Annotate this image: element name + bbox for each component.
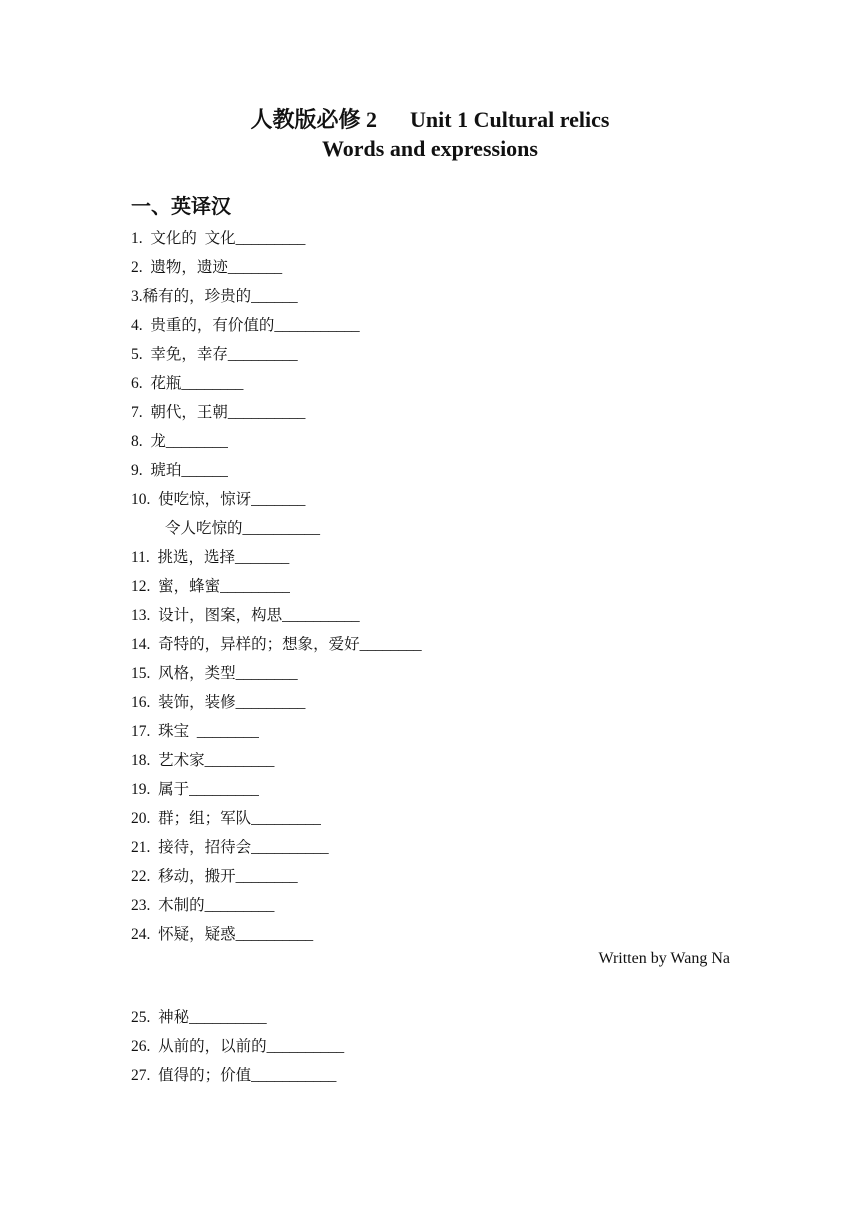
list-item: 22. 移动，搬开________ [131,868,298,885]
list-item: 12. 蜜，蜂蜜_________ [131,578,290,595]
list-item: 7. 朝代，王朝__________ [131,404,306,421]
list-item: 9. 琥珀______ [131,462,228,479]
list-item: 11. 挑选，选择_______ [131,549,290,566]
list-item: 19. 属于_________ [131,781,259,798]
page-title: 人教版必修 2 Unit 1 Cultural relics [250,107,610,132]
list-item: 25. 神秘__________ [131,1009,267,1026]
list-item: 5. 幸免，幸存_________ [131,346,298,363]
list-item: 23. 木制的_________ [131,897,275,914]
list-item: 1. 文化的 文化_________ [131,230,306,247]
list-item: 16. 装饰，装修_________ [131,694,306,711]
page-subtitle: Words and expressions [322,136,538,161]
list-item: 27. 值得的；价值___________ [131,1067,337,1084]
vocabulary-list-continued [131,1003,751,1090]
list-item: 4. 贵重的，有价值的___________ [131,317,360,334]
list-item: 14. 奇特的，异样的；想象，爱好________ [131,636,422,653]
list-item: 21. 接待，招待会__________ [131,839,329,856]
vocabulary-list [131,224,751,949]
list-item: 8. 龙________ [131,433,228,450]
list-item: 13. 设计，图案，构思__________ [131,607,360,624]
list-item: 6. 花瓶________ [131,375,244,392]
list-item: 24. 怀疑，疑惑__________ [131,926,314,943]
list-item: 20. 群；组；军队_________ [131,810,321,827]
author-credit: Written by Wang Na [598,950,730,967]
list-item: 2. 遗物，遗迹_______ [131,259,283,276]
list-item: 17. 珠宝 ________ [131,723,259,740]
list-item: 15. 风格，类型________ [131,665,298,682]
list-item: 26. 从前的，以前的__________ [131,1038,345,1055]
list-item: 10. 使吃惊，惊讶_______ [131,491,306,508]
list-item: 18. 艺术家_________ [131,752,275,769]
section-heading: 一、英译汉 [131,196,231,218]
list-item: 3.稀有的，珍贵的______ [131,288,298,305]
list-item-sub: 令人吃惊的__________ [165,520,321,537]
